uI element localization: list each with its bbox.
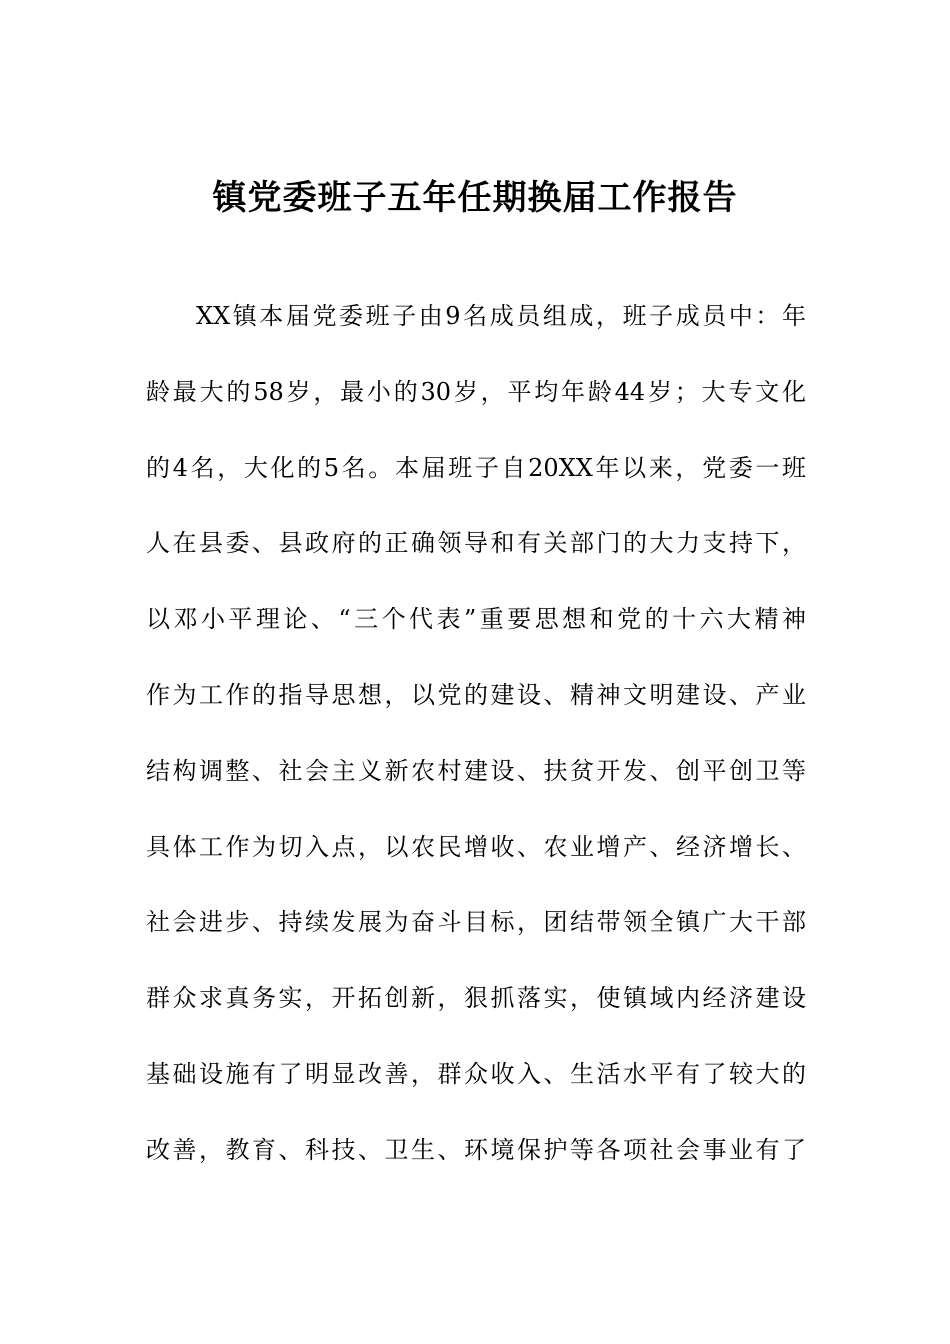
document-body <box>146 288 806 1198</box>
body-line: 群众求真务实，开拓创新，狠抓落实，使镇域内经济建设 <box>146 984 806 1013</box>
body-line: 基础设施有了明显改善，群众收入、生活水平有了较大的 <box>146 1059 806 1088</box>
body-line: 社会进步、持续发展为奋斗目标，团结带领全镇广大干部 <box>146 908 806 937</box>
body-line: 人在县委、县政府的正确领导和有关部门的大力支持下， <box>146 529 806 558</box>
body-line: 具体工作为切入点，以农民增收、农业增产、经济增长、 <box>146 832 806 861</box>
body-line: 以邓小平理论、“三个代表”重要思想和党的十六大精神 <box>146 605 806 634</box>
body-line: 结构调整、社会主义新农村建设、扶贫开发、创平创卫等 <box>146 756 806 785</box>
document-title: 镇党委班子五年任期换届工作报告 <box>212 178 738 218</box>
body-line: 作为工作的指导思想，以党的建设、精神文明建设、产业 <box>146 680 806 709</box>
body-line: 龄最大的58岁，最小的30岁，平均年龄44岁；大专文化 <box>146 377 806 406</box>
body-line: 改善，教育、科技、卫生、环境保护等各项社会事业有了 <box>146 1135 806 1164</box>
body-line: XX镇本届党委班子由9名成员组成，班子成员中：年 <box>196 302 806 330</box>
body-line: 的4名，大化的5名。本届班子自20XX年以来，党委一班 <box>146 453 806 482</box>
